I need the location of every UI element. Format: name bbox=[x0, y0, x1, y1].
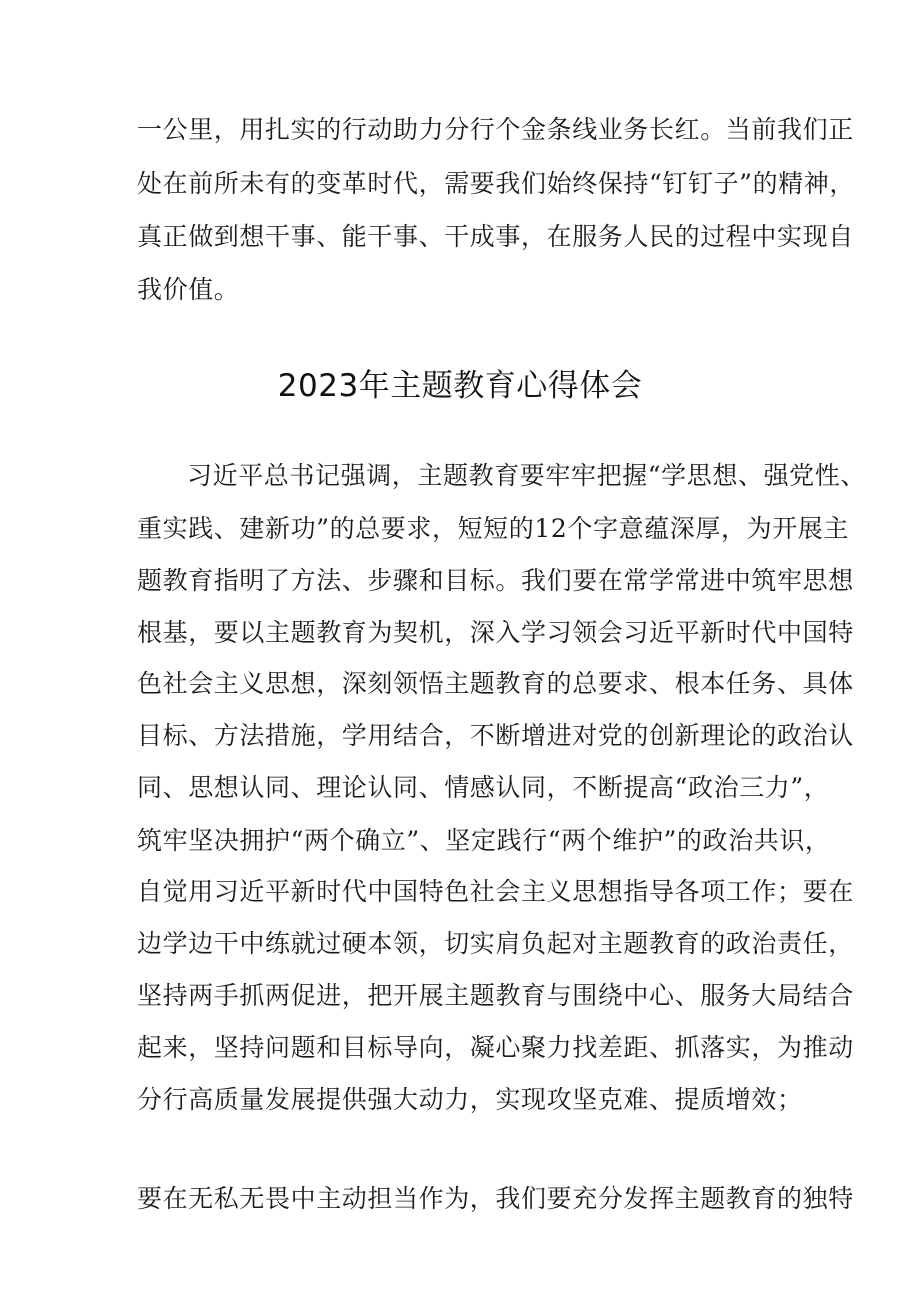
body-line-12: 起来，坚持问题和目标导向，凝心聚力找差距、抓落实，为推动 bbox=[137, 1033, 854, 1062]
body-line-13: 分行高质量发展提供强大动力，实现攻坚克难、提质增效； bbox=[137, 1085, 803, 1114]
body-line-5: 色社会主义思想，深刻领悟主题教育的总要求、根本任务、具体 bbox=[137, 669, 854, 698]
body-line-8: 筑牢坚决拥护“两个确立”、坚定践行“两个维护”的政治共识， bbox=[137, 826, 831, 855]
intro-line-3: 真正做到想干事、能干事、干成事，在服务人民的过程中实现自 bbox=[137, 222, 854, 251]
document-title: 2023年主题教育心得体会 bbox=[277, 368, 643, 404]
body-line-9: 自觉用习近平新时代中国特色社会主义思想指导各项工作；要在 bbox=[137, 877, 854, 906]
body-line-6: 目标、方法措施，学用结合，不断增进对党的创新理论的政治认 bbox=[137, 721, 854, 750]
body-line-10: 边学边干中练就过硬本领，切实肩负起对主题教育的政治责任， bbox=[137, 929, 854, 958]
body-line-1: 习近平总书记强调，主题教育要牢牢把握“学思想、强党性、 bbox=[187, 461, 866, 490]
intro-line-2: 处在前所未有的变革时代，需要我们始终保持“钉钉子”的精神， bbox=[137, 169, 855, 198]
body-line-11: 坚持两手抓两促进，把开展主题教育与围绕中心、服务大局结合 bbox=[137, 981, 854, 1010]
body-line-2: 重实践、建新功”的总要求，短短的12个字意蕴深厚，为开展主 bbox=[137, 514, 849, 543]
body-line-7: 同、思想认同、理论认同、情感认同，不断提高“政治三力”， bbox=[137, 773, 830, 802]
intro-line-1: 一公里，用扎实的行动助力分行个金条线业务长红。当前我们正 bbox=[137, 115, 854, 144]
intro-line-4: 我价值。 bbox=[137, 275, 240, 304]
final-line: 要在无私无畏中主动担当作为，我们要充分发挥主题教育的独特 bbox=[137, 1184, 854, 1213]
body-line-4: 根基，要以主题教育为契机，深入学习领会习近平新时代中国特 bbox=[137, 618, 854, 647]
body-line-3: 题教育指明了方法、步骤和目标。我们要在常学常进中筑牢思想 bbox=[137, 566, 854, 595]
